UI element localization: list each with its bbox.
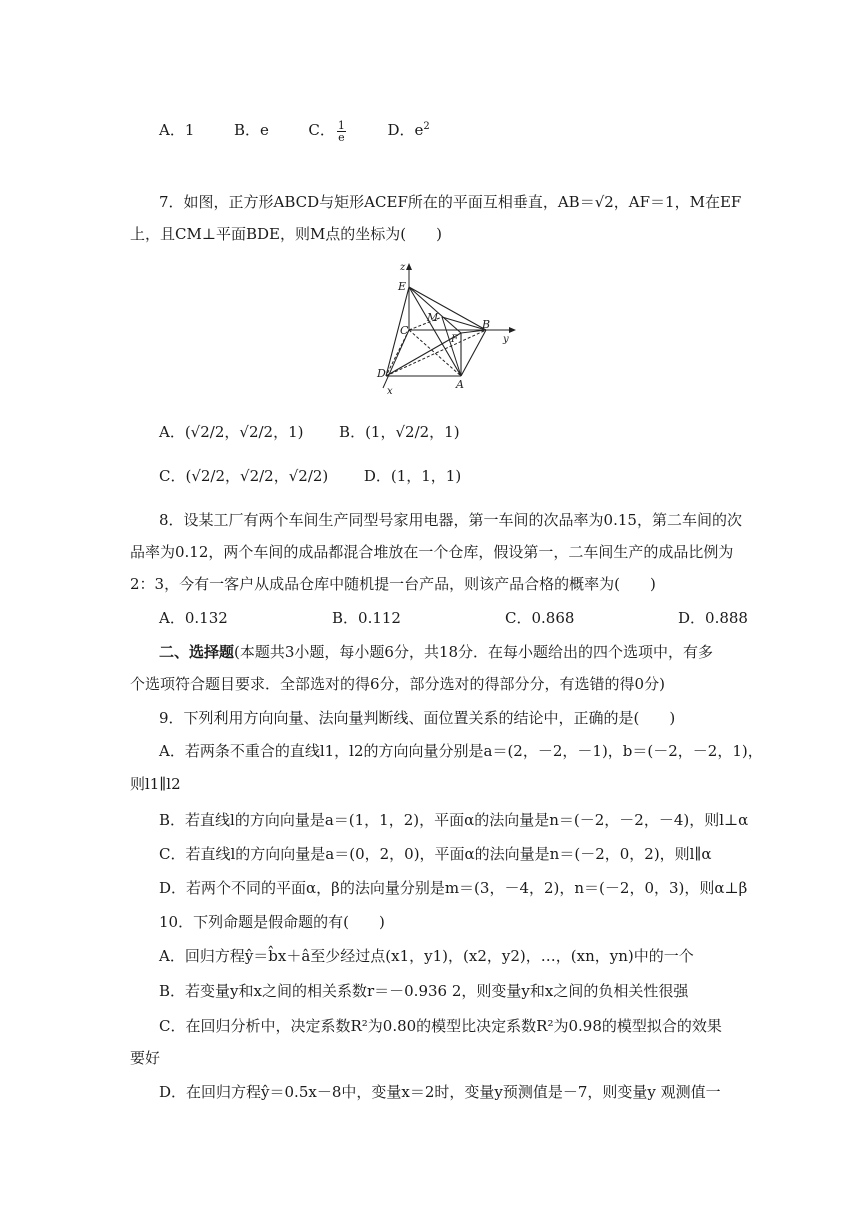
q8-line1: 8．设某工厂有两个车间生产同型号家用电器，第一车间的次品率为0.15，第二车间的次 [159, 511, 742, 529]
q8-option-d: D．0.888 [678, 609, 748, 627]
q8-option-a: A．0.132 [159, 609, 228, 627]
q7-options-ab [159, 422, 460, 442]
label-a: A [456, 378, 464, 391]
label-y: y [503, 334, 509, 345]
label-e: E [398, 280, 407, 293]
label-m: M [427, 311, 439, 324]
section2-line1: 二、选择题(本题共3小题，每小题6分，共18分．在每小题给出的四个选项中，有多 [159, 643, 714, 661]
q8-line3: 2：3，今有一客户从成品仓库中随机提一台产品，则该产品合格的概率为( ) [130, 575, 656, 593]
label-x: x [387, 386, 393, 397]
q10-option-c-line2: 要好 [130, 1049, 161, 1067]
section2-line2: 个选项符合题目要求．全部选对的得6分，部分选对的得部分分，有选错的得0分) [130, 675, 665, 693]
q10-option-c-line1: C．在回归分析中，决定系数R²为0.80的模型比决定系数R²为0.98的模型拟合的效果 [159, 1017, 722, 1035]
label-d: D [377, 367, 386, 380]
q8-line2: 品率为0.12，两个车间的成品都混合堆放在一个仓库，假设第一，二车间生产的成品比例为 [130, 543, 734, 561]
q7-option-b: B．(1，√2/2，1) [339, 423, 460, 441]
q9-option-c: C．若直线l的方向向量是a＝(0，2，0)，平面α的法向量是n＝(－2，0，2)，则l∥α [159, 845, 712, 863]
q6-option-c: C． $\frac{1}{e}$ [308, 118, 345, 144]
q7-options-cd [159, 466, 461, 486]
q6-option-d: D．$e^2$ [387, 121, 430, 139]
q10-option-b: B．若变量y和x之间的相关系数r＝－0.936 2，则变量y和x之间的负相关性很强 [159, 982, 689, 1000]
q6-options [159, 117, 430, 143]
q10-stem: 10．下列命题是假命题的有( ) [159, 913, 385, 931]
q7-line1: 7．如图，正方形ABCD与矩形ACEF所在的平面互相垂直，AB＝√2，AF＝1，M在EF [159, 193, 742, 211]
q9-option-b: B．若直线l的方向向量是a＝(1，1，2)，平面α的法向量是n＝(－2，－2，－4)，则l⊥α [159, 811, 749, 829]
q7-geometry-figure [372, 258, 518, 398]
q9-option-a-line2: 则l1∥l2 [130, 775, 181, 793]
q8-option-c: C．0.868 [505, 609, 575, 627]
q8-option-b: B．0.112 [332, 609, 401, 627]
q10-option-a: A．回归方程ŷ＝b̂x＋â至少经过点(x1，y1)，(x2，y2)，…，(xn，yn)中的一个 [159, 947, 694, 965]
q10-option-d: D．在回归方程ŷ＝0.5x－8中，变量x＝2时，变量y预测值是－7，则变量y 观测值一 [159, 1083, 721, 1101]
q7-option-a: A．(√2/2，√2/2，1) [159, 423, 304, 441]
q9-option-d: D．若两个不同的平面α，β的法向量分别是m＝(3，－4，2)，n＝(－2，0，3)，则α⊥β [159, 879, 748, 897]
label-c: C [400, 324, 409, 337]
q6-option-a: A．1 [159, 121, 195, 139]
label-z: z [400, 262, 406, 273]
q6-option-b: B．e [233, 121, 269, 139]
q7-option-d: D．(1，1，1) [363, 467, 462, 485]
label-f: F [451, 334, 458, 345]
q9-stem: 9．下列利用方向向量、法向量判断线、面位置关系的结论中，正确的是( ) [159, 709, 676, 727]
q7-line2: 上，且CM⊥平面BDE，则M点的坐标为( ) [130, 225, 443, 243]
q9-option-a-line1: A．若两条不重合的直线l1，l2的方向向量分别是a＝(2，－2，－1)，b＝(－2，－2，1)， [159, 742, 763, 760]
section2-heading: 二、选择题 [159, 643, 235, 661]
label-b: B [482, 318, 491, 331]
q7-option-c: C．(√2/2，√2/2，√2/2) [159, 467, 329, 485]
